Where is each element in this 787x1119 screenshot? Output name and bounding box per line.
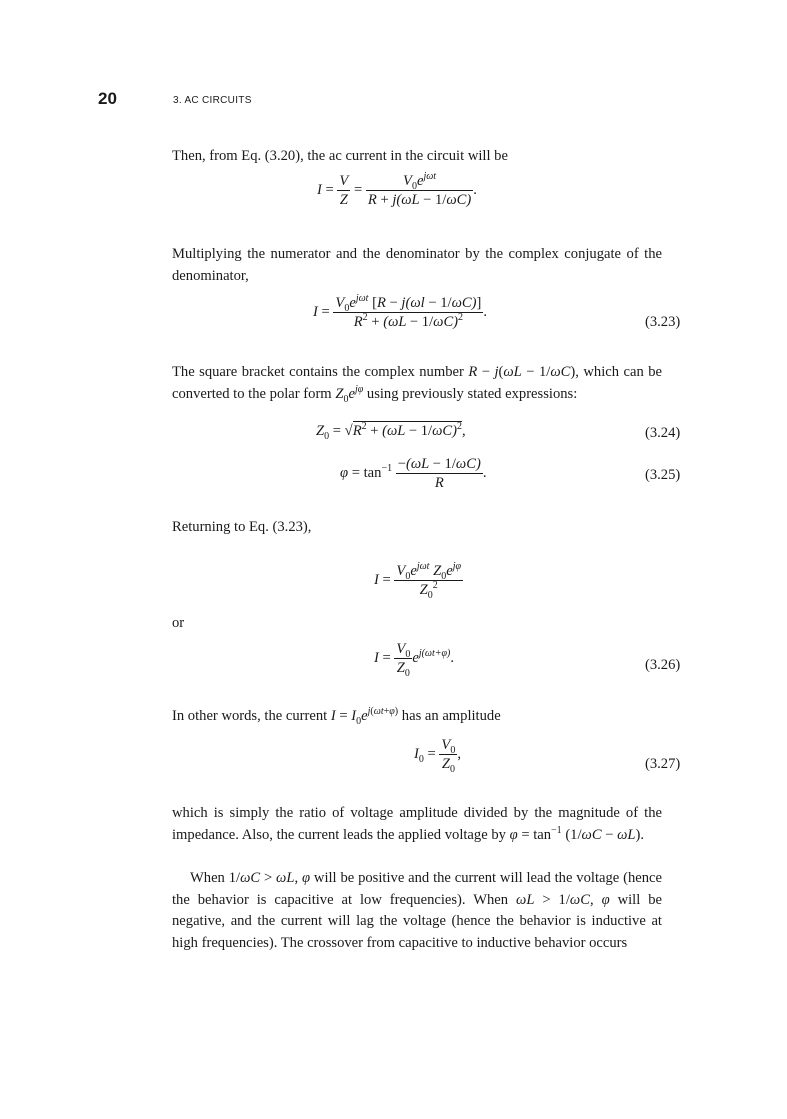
paragraph-text: has an amplitude xyxy=(401,708,501,724)
paragraph-in-other-words: In other words, the current $I = I_0e^{j(\omega t+\varphi)}$ has an amplitude xyxy=(172,706,501,727)
paragraph-returning: Returning to Eq. (3.23), xyxy=(172,519,312,535)
paragraph-square-bracket: The square bracket contains the complex number R − j(ωL − 1/ωC), which can be converted to the polar form $Z_0e^{j\varphi}$ using previously stated expressions: xyxy=(172,364,662,405)
equation-3-27: $I_0$ = $\frac{V_0}{Z_0}$ , xyxy=(414,737,461,775)
paragraph-ratio: which is simply the ratio of voltage amplitude divided by the magnitude of the impedance. Also, the current leads the applied voltage by $\varphi = \tan^{-1} (1/\omega C - \omega L)$. xyxy=(172,805,662,843)
equation-3-26: I = $\frac{V_0}{Z_0}$ $e^{j(\omega t+\varphi)}$. xyxy=(374,641,455,679)
paragraph-text: will be negative, and the current will lag the voltage (hence the behavior is inductive at high frequencies). The crossover from capacitive to inductive behavior occurs xyxy=(172,891,662,951)
paragraph-text: The square bracket contains the complex number xyxy=(172,364,464,380)
paragraph-multiply: Multiplying the numerator and the denominator by the complex conjugate of the denominator, xyxy=(172,246,662,284)
equation-number-3-23: (3.23) xyxy=(645,314,681,330)
equation-3-25: $\varphi = \tan^{-1}$ $\frac{-(\omega L - 1/\omega C)}{R}$ . xyxy=(340,456,487,491)
paragraph-text: When xyxy=(190,870,225,886)
paragraph-text: using previously stated expressions: xyxy=(366,385,578,402)
paragraph-when: When 1/ωC > ωL, φ will be positive and the current will lead the voltage (hence the behavior is capacitive at low frequencies). When ωL > 1/ωC, φ will be negative, and the current will lag the voltage (hence the behavior is inductive at high frequencies). The crossover from capacitive to inductive behavior occurs xyxy=(172,870,663,951)
equation-number-3-27: (3.27) xyxy=(645,756,681,772)
paragraph-intro: Then, from Eq. (3.20), the ac current in the circuit will be xyxy=(172,148,508,164)
running-head: 3. AC CIRCUITS xyxy=(173,95,252,106)
paragraph-text: which can be converted to the polar form xyxy=(172,364,662,402)
equation-current-polar: I = $\frac{V_0e^{j\omega t} Z_0e^{j\varphi}}{Z_0^2}$ xyxy=(374,561,461,601)
equation-number-3-26: (3.26) xyxy=(645,657,681,673)
paragraph-text: will be positive and the current will lead the voltage (hence the behavior is capacitive at low frequencies). When xyxy=(172,870,663,908)
page-number: 20 xyxy=(98,89,117,108)
equation-3-24: $Z_0 = √R^2 + (\omega L - 1/\omega C)^2$, xyxy=(316,421,466,442)
equation-number-3-25: (3.25) xyxy=(645,467,681,483)
paragraph-text: In other words, the current xyxy=(172,708,328,724)
equation-number-3-24: (3.24) xyxy=(645,425,681,441)
paragraph-or: or xyxy=(172,615,185,631)
equation-current: I = $\frac{V}{Z}$ = $\frac{V_0e^{j\omega t}}{R + j(\omega L - 1/\omega C)}$ . xyxy=(317,171,477,208)
equation-3-23: I = $\frac{V_0e^{j\omega t} [R - j(\omega l - 1/\omega C)]}{R^2 + (\omega L - 1/\omega C)^2}$ . xyxy=(313,293,488,330)
paragraph-text: which is simply the ratio of voltage amplitude divided by the magnitude of the impedance. Also, the current leads the applied voltage by xyxy=(172,805,662,843)
